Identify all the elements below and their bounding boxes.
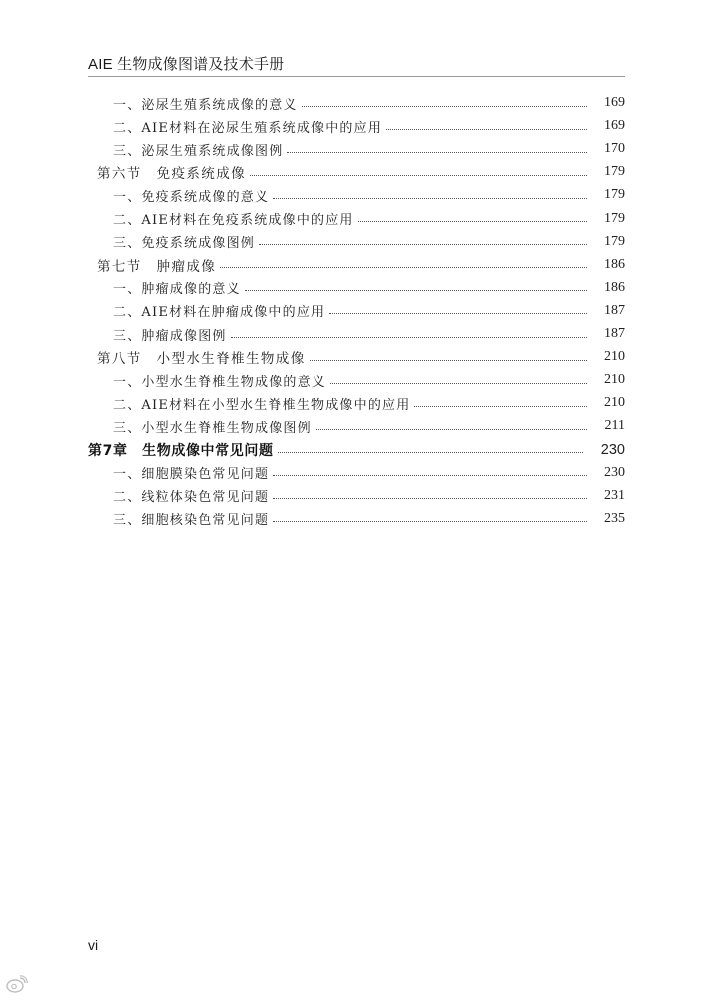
toc-entry-title: 三、肿瘤成像图例 bbox=[113, 328, 227, 344]
dot-leader bbox=[329, 313, 587, 314]
page-number: vi bbox=[88, 937, 99, 953]
toc-entry-title: 一、细胞膜染色常见问题 bbox=[113, 467, 270, 483]
toc-entry-page-number: 230 bbox=[600, 441, 625, 458]
dot-leader bbox=[287, 152, 587, 153]
dot-leader bbox=[278, 452, 583, 453]
toc-entry-page-number: 230 bbox=[604, 464, 625, 480]
toc-entry-page-number: 169 bbox=[604, 118, 625, 134]
dot-leader bbox=[386, 129, 587, 130]
dot-leader bbox=[414, 406, 587, 407]
toc-entry-item bbox=[0, 461, 625, 485]
dot-leader bbox=[330, 383, 587, 384]
dot-leader bbox=[302, 106, 587, 107]
toc-entry-item bbox=[0, 276, 625, 300]
toc-entry-title: 三、免疫系统成像图例 bbox=[113, 236, 256, 252]
toc-entry-section bbox=[0, 160, 625, 184]
dot-leader bbox=[259, 244, 587, 245]
toc-entry-item bbox=[0, 507, 625, 531]
running-header-title: AIE 生物成像图谱及技术手册 bbox=[88, 56, 285, 73]
toc-entry-item bbox=[0, 137, 625, 161]
toc-entry-title: 一、肿瘤成像的意义 bbox=[113, 282, 241, 298]
dot-leader bbox=[358, 221, 587, 222]
dot-leader bbox=[273, 475, 587, 476]
toc-entry-title: 二、线粒体染色常见问题 bbox=[113, 490, 270, 506]
toc-entry-item bbox=[0, 114, 625, 138]
header-rule bbox=[88, 76, 625, 77]
toc-entry-title: 一、免疫系统成像的意义 bbox=[113, 189, 270, 205]
toc-entry-item bbox=[0, 484, 625, 508]
dot-leader bbox=[273, 521, 587, 522]
toc-entry-page-number: 231 bbox=[604, 487, 625, 503]
toc-entry-page-number: 187 bbox=[604, 326, 625, 341]
toc-entry-page-number: 186 bbox=[604, 279, 625, 295]
toc-entry-page-number: 179 bbox=[604, 187, 625, 203]
dot-leader bbox=[273, 198, 587, 199]
toc-entry-item bbox=[0, 414, 625, 438]
toc-entry-section bbox=[0, 253, 625, 277]
toc-entry-page-number: 186 bbox=[604, 256, 625, 272]
toc-entry-item bbox=[0, 230, 625, 254]
toc-entry-page-number: 210 bbox=[604, 349, 625, 365]
toc-entry-page-number: 210 bbox=[604, 372, 625, 388]
toc-entry-title: 一、泌尿生殖系统成像的意义 bbox=[113, 97, 298, 113]
toc-entry-title: 第七节 肿瘤成像 bbox=[97, 258, 217, 275]
toc-entry-title: 三、泌尿生殖系统成像图例 bbox=[113, 143, 284, 159]
toc-entry-page-number: 179 bbox=[604, 164, 625, 180]
toc-entry-title: 二、AIE材料在小型水生脊椎生物成像中的应用 bbox=[113, 397, 411, 413]
toc-entry-title: 三、小型水生脊椎生物成像图例 bbox=[113, 420, 312, 436]
toc-entry-page-number: 210 bbox=[604, 395, 625, 411]
toc-entry-title: 第7章 生物成像中常见问题 bbox=[88, 442, 274, 459]
toc-entry-page-number: 235 bbox=[604, 510, 625, 526]
toc-entry-title: 二、AIE材料在肿瘤成像中的应用 bbox=[113, 305, 326, 321]
toc-entry-title: 二、AIE材料在免疫系统成像中的应用 bbox=[113, 213, 354, 228]
toc-entry-title: 第六节 免疫系统成像 bbox=[97, 166, 246, 183]
toc-entry-item bbox=[0, 299, 625, 323]
dot-leader bbox=[220, 267, 587, 268]
toc-entry-chapter bbox=[0, 438, 625, 462]
toc-entry-title: 一、小型水生脊椎生物成像的意义 bbox=[113, 374, 327, 390]
toc-entry-page-number: 169 bbox=[604, 95, 625, 110]
weibo-logo-icon bbox=[6, 975, 28, 993]
toc-entry-item bbox=[0, 391, 625, 415]
toc-entry-title: 三、细胞核染色常见问题 bbox=[113, 513, 270, 529]
toc-entry-page-number: 211 bbox=[604, 418, 625, 434]
toc-entry-page-number: 170 bbox=[604, 141, 625, 157]
toc-entry-item bbox=[0, 322, 625, 346]
toc-entry-title: 二、AIE材料在泌尿生殖系统成像中的应用 bbox=[113, 120, 383, 136]
toc-entry-item bbox=[0, 183, 625, 207]
watermark bbox=[6, 975, 28, 993]
toc-entry-page-number: 179 bbox=[604, 210, 625, 226]
dot-leader bbox=[245, 290, 587, 291]
dot-leader bbox=[231, 337, 587, 338]
toc-entry-page-number: 179 bbox=[604, 233, 625, 249]
toc-entry-item bbox=[0, 368, 625, 392]
toc-entry-item bbox=[0, 91, 625, 115]
toc-entry-title: 第八节 小型水生脊椎生物成像 bbox=[97, 351, 306, 368]
dot-leader bbox=[316, 429, 587, 430]
dot-leader bbox=[273, 498, 587, 499]
dot-leader bbox=[250, 175, 587, 176]
toc-entry-section bbox=[0, 345, 625, 369]
toc-entry-item bbox=[0, 207, 625, 231]
dot-leader bbox=[310, 360, 587, 361]
toc-entry-page-number: 187 bbox=[604, 302, 625, 318]
